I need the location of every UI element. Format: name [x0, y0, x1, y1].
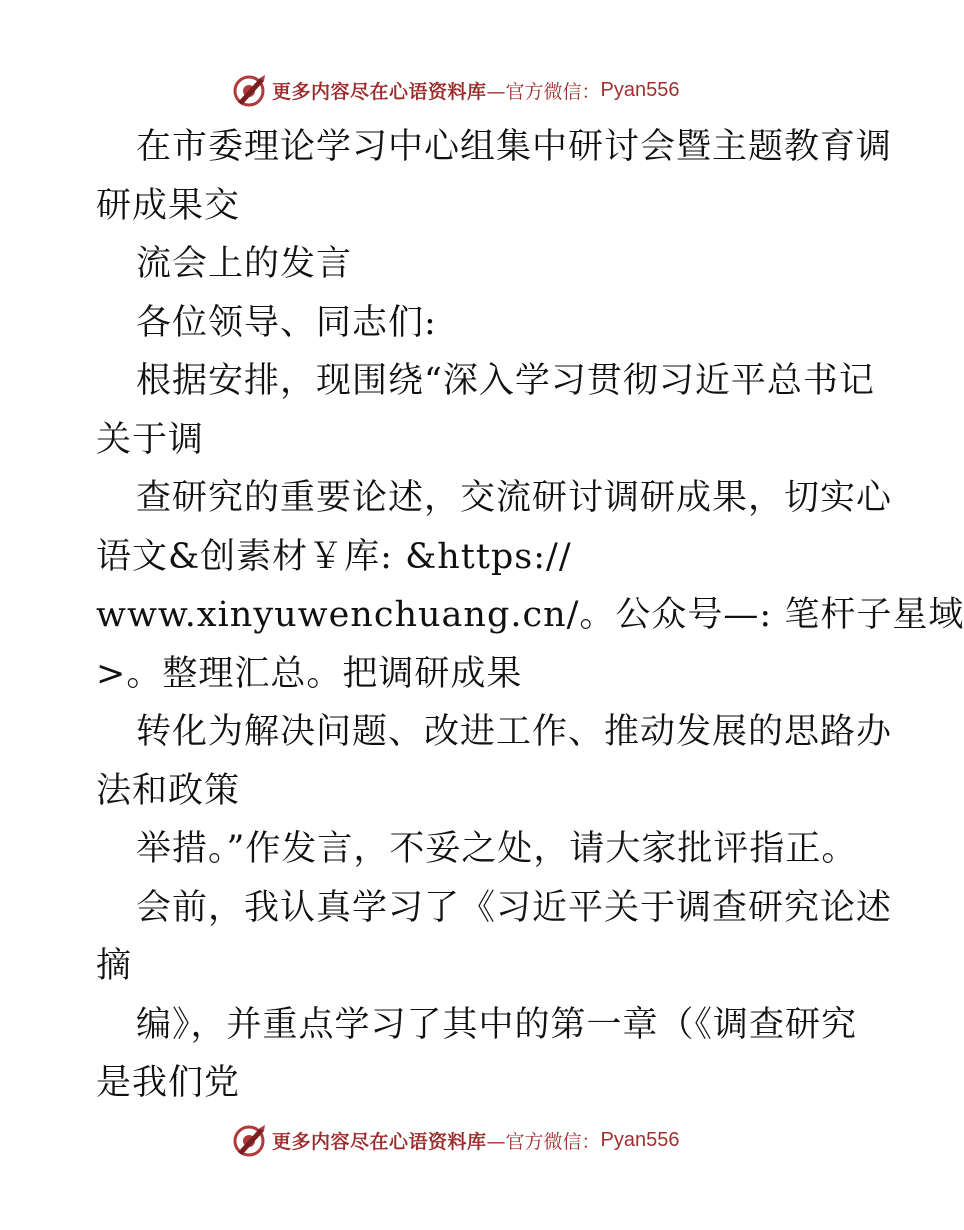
pen-logo-icon	[232, 1122, 268, 1158]
header-watermark	[232, 70, 680, 110]
body-line: www.xinyuwenchuang.cn/。公众号—: 笔杆子星域	[96, 595, 964, 635]
body-line: 各位领导、同志们:	[136, 302, 437, 343]
body-line: 关于调	[96, 419, 205, 460]
pen-logo-icon	[232, 72, 268, 108]
footer-site-text: 更多内容尽在心语资料库	[272, 1130, 487, 1153]
header-contact-text: —官方微信：	[486, 80, 601, 103]
body-line: 在市委理论学习中心组集中研讨会暨主题教育调	[136, 127, 893, 167]
body-line: 举措。”作发言，不妥之处，请大家批评指正。	[136, 829, 858, 869]
body-line: >。整理汇总。把调研成果	[96, 653, 523, 694]
body-line: 摘	[96, 946, 133, 986]
body-line: 法和政策	[96, 770, 241, 811]
body-line: 研成果交	[96, 185, 241, 226]
body-line: 会前，我认真学习了《习近平关于调查研究论述	[136, 887, 893, 928]
body-line: 转化为解决问题、改进工作、推动发展的思路办	[136, 712, 893, 752]
header-wechat-handle: Pyan556	[600, 78, 680, 101]
footer-wechat-handle: Pyan556	[600, 1128, 680, 1151]
body-line: 语文&创素材￥库: &https://	[96, 536, 572, 577]
body-line: 根据安排，现围绕“深入学习贯彻习近平总书记	[136, 361, 875, 401]
body-line: 编》，并重点学习了其中的第一章（《调查研究	[136, 1004, 858, 1045]
body-line: 查研究的重要论述，交流研讨调研成果，切实心	[136, 478, 893, 518]
body-line: 是我们党	[96, 1063, 241, 1103]
header-site-text: 更多内容尽在心语资料库	[272, 80, 487, 103]
footer-contact-text: —官方微信：	[486, 1130, 601, 1153]
footer-watermark	[232, 1120, 680, 1160]
body-line: 流会上的发言	[136, 244, 353, 284]
document-body	[96, 118, 964, 1113]
